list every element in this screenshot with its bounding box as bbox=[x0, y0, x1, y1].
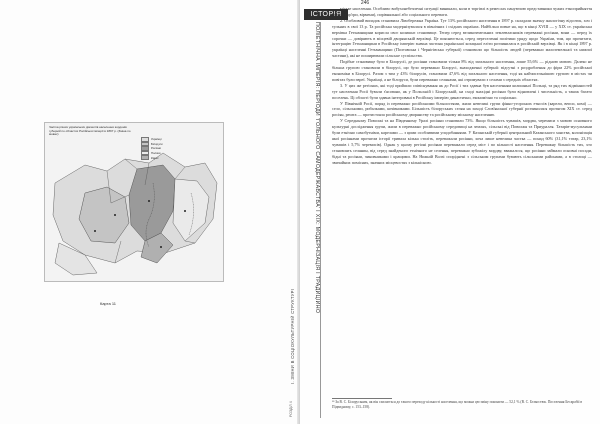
footnote: ³⁸ За В. С. Білоруським, як він схиляється до такого переходу кількості населення, що можна цю зміну пояснити — 52,1 % (В. С. Бєзкостюк. Поселення Бесарабії в Підвидному, с. 153–158). bbox=[332, 400, 583, 409]
paragraph: міське населення. Особливо вибухонебезпечні ситуації виникали, коли в торгівлі в ремеслах пануючою представники чужих етноприйняття групи (кар'єри, вірмени), порівняльної або соціального переваги. bbox=[332, 6, 592, 17]
legend-label: Поляки bbox=[151, 151, 161, 156]
page-number: 246 bbox=[360, 0, 370, 6]
footnote-rule bbox=[332, 398, 392, 399]
paragraph: У Північній Росії, поряд із переважно російськими більшостями, жили невеликі групи фінно-угорських етносів (карели, вепси, комі) — село, сільськими, рибалками, кочівниками. Більшість білоруських селян на заході Слов'янської губернії розчинилася протягом XIX ст. серед росіян, решта — протистояла російському дворянству та російському міському населенню. bbox=[332, 100, 592, 118]
paragraph: 2. Особливий випадок становила Лівобережна Україна. Тут 13% російського населення в 1897 р. складали значну аналогічну відсоток, хоч і тульних в свої 13 р. Та російська модернізувалася в північних і східних окраїнах. Найбільш повне на, що в кінці XVIII — у XIX ст. українська верхівка Гетьманщини корисла своє колишнє становище. Тепер серед великоземельних землевласників переважні росіяни, вони — перед їх сорочки — довіряють в місцевій дворянській верхівці. Це пояснюється, серед переселенні політики уряду щодо України, тим, що прочитати, інтеграцію Гетьманщини в Російську імперію значна частина української козацької еліти розчинилася в російській верхівці. Як і в кінці 1897 р. українці населенні Гетьманщини (Полтавська і Чернігівська губернії) становили що більшість людей (переважно малоземельної та нижчої частини), які не поширювали сільське суспільства. bbox=[332, 17, 592, 59]
figure-label: Карта 11 bbox=[100, 301, 116, 306]
paragraph: У Середньому Поволжі та на Південному Уралі росіяни становили 73%. Якщо більшість чувашів, мордва, черемиси з мовою основного культурні дослідження групи, жили в переважно російському середовищі на землях, сільські від Поволжя та Приуралля. Татарів-мусульмани були етнічно самобутніми, карелами — з цими особливими уподобаннями. У Казанській губернії центральний Казанського ханства, колонізація якої росіянами протягом історії тривала кілька століть, переважали росіяни, хоча лише невелика частка — понад 60% (31,1% татар, 23,1% чувашів і 5,7% черемисів). Однак у цьому регіоні росіяни переважали серед міст і по кількості населення. Переважну більшість тих, хто становлять селянин, від серед знайденого етнічного не селення, переважно зубожілу мордву, вважалося, що росіяни займали основні посади, бідні та росіяни, чиновниками і кращими. На Нижній Волзі споріднені з сільським групами бувають сільськими районами, а в столиці — звичайних помісних, значних місцевостях з кількісною. bbox=[332, 118, 592, 165]
chapter-mark: РОЗДІЛ 4 bbox=[289, 401, 293, 417]
map-legend bbox=[141, 137, 201, 160]
legend-swatch bbox=[141, 155, 149, 160]
paragraph: 3. У цих же регіонах, які тоді прийшли співіснування як до Росії і тих здавна був населенням колишньої Польщі, та ряд тих відмінностей тут населення Росії бували з'ясовано, як у Польській і Білоруській, на сході знахідні росіяни були відновлені і чисельність, а також багато поселень. Ці області були здавна інтегровані в Російську імперію династично, економічно та соціально. bbox=[332, 82, 592, 100]
map-caption: Частка різних українських діалектів населення кордонів губерній по областях Російської імперії в 1897 р. (Зміна по мовах) bbox=[49, 125, 131, 137]
legend-label: Білоруси bbox=[151, 141, 163, 146]
map-figure bbox=[44, 122, 224, 282]
legend-label: Росіяни bbox=[151, 146, 161, 151]
margin-rule bbox=[320, 22, 321, 418]
header-title: ІСТОРІЯ РОСІЇ bbox=[304, 9, 348, 20]
legend-label: Євреї bbox=[151, 155, 159, 160]
legend-label: Українці bbox=[151, 137, 162, 142]
left-running-title: І. ЗМІНИ В СОЦІОКУЛЬТУРНІЙ СТРУКТУРІ bbox=[290, 288, 295, 384]
legend-item bbox=[141, 155, 201, 160]
body-text bbox=[332, 6, 592, 398]
right-running-title: ПОЛІЕТНІЧНА ІМПЕРІЯ: ПЕРІОДИ 'ГОЛЬНОГО САМОДЕРЖАВСТВА' І ХІХ: МОДЕРНІЗАЦІЯ І ТРАДИЦІЙНО bbox=[314, 22, 320, 314]
paragraph: Подібне становище було в Білорусії, де росіяни становили тільки 8% від загального населення, лише 55,6% — рідною мовою. Далеко не більша групою становили в білорусі, що було переважно Білорусі, знаходженні губернії: відсутні з роздроблення до фірм 22% російської економіки в Білорусі. Разом з тим у 43% білорусів, становили 47,6% від загального населення, тоді як найчисельнішою групою в містах чи повітах були євреї. Українці, а не білоруси, були переважно селянами, які отримували з селами з середніх областях. bbox=[332, 59, 592, 82]
